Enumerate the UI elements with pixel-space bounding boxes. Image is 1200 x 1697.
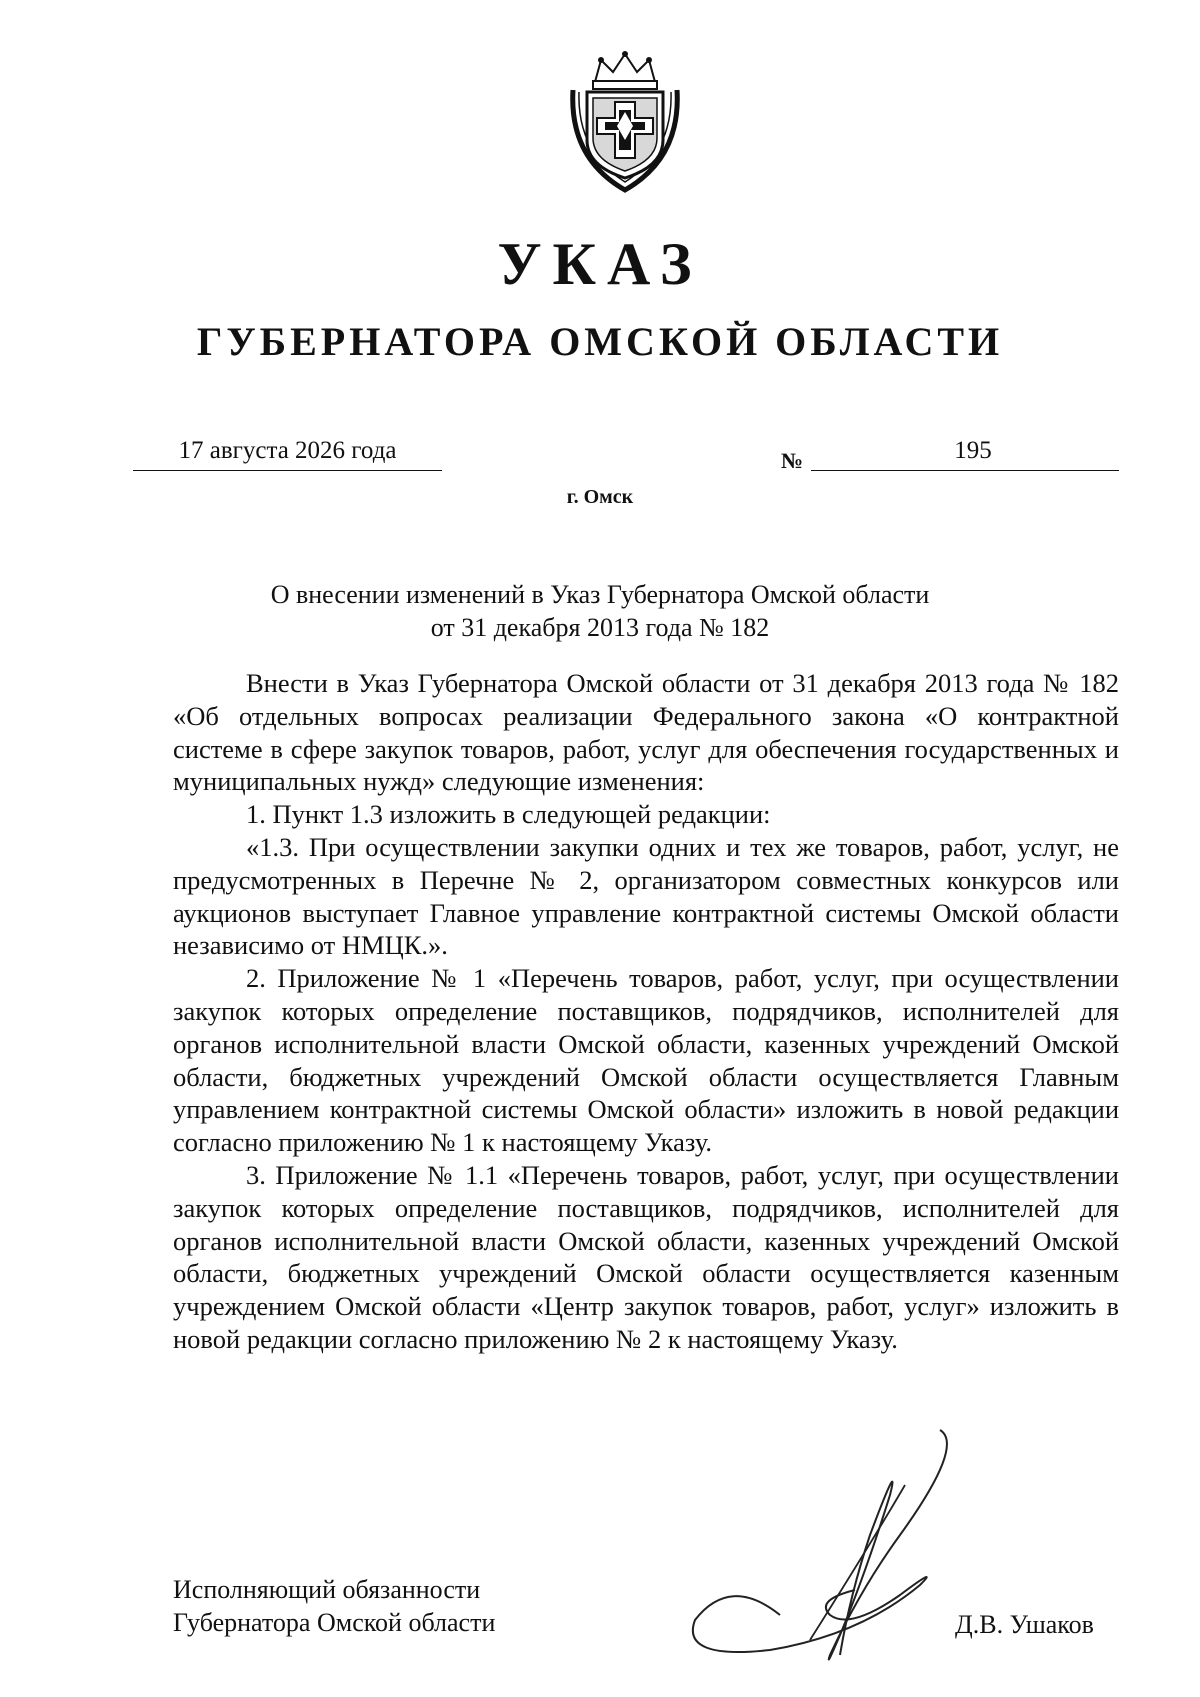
decree-subject (0, 578, 1200, 644)
decree-body (173, 667, 1119, 1356)
signer-name: Д.В. Ушаков (955, 1610, 1094, 1639)
document-title: УКАЗ (497, 231, 703, 297)
item-1-text: «1.3. При осуществлении закупки одних и тех же товаров, работ, услуг, не предусмотренных в Перечне № 2, организатором совместных конкурсов или аукционов выступает Главное управление контрактной системы Омской области независимо от НМЦК.». (173, 831, 1119, 961)
item-2: 2. Приложение № 1 «Перечень товаров, работ, услуг, при осуществлении закупок которых определение поставщиков, подрядчиков, исполнителей для органов исполнительной власти Омской области, казенных учреждений Омской области, бюджетных учреждений Омской области осуществляется Главным управлением контрактной системы Омской области» изложить в новой редакции согласно приложению № 1 к настоящему Указу. (173, 963, 1119, 1158)
intro-paragraph: Внести в Указ Губернатора Омской области от 31 декабря 2013 года № 182 «Об отдельных вопросах реализации Федерального закона «О контрактной системе в сфере закупок товаров, работ, услуг для обеспечения государственных и муниципальных нужд» следующие изменения: (173, 668, 1119, 797)
item-3: 3. Приложение № 1.1 «Перечень товаров, работ, услуг, при осуществлении закупок которых определение поставщиков, подрядчиков, исполнителей для органов исполнительной власти Омской области, казенных учреждений Омской области, бюджетных учреждений Омской области осуществляется казенным учреждением Омской области «Центр закупок товаров, работ, услуг» изложить в новой редакции согласно приложению № 2 к настоящему Указу. (173, 1159, 1119, 1354)
decree-number: 195 (954, 437, 992, 464)
document-subtitle: ГУБЕРНАТОРА ОМСКОЙ ОБЛАСТИ (196, 319, 1004, 364)
decree-number-field (811, 438, 1119, 471)
city: г. Омск (566, 486, 634, 508)
decree-date: 17 августа 2026 года (133, 438, 442, 471)
signer-position-line-1: Исполняющий обязанности (173, 1575, 481, 1604)
signer-position (173, 1573, 495, 1639)
signer-position-line-2: Губернатора Омской области (173, 1608, 496, 1637)
number-label: № (781, 448, 804, 473)
subject-line-2: от 31 декабря 2013 года № 182 (430, 613, 770, 642)
handwritten-signature-icon (690, 1425, 980, 1685)
item-1: 1. Пункт 1.3 изложить в следующей редакции: (246, 799, 771, 830)
coat-of-arms-icon (563, 48, 687, 195)
subject-line-1: О внесении изменений в Указ Губернатора Омской области (270, 580, 930, 609)
